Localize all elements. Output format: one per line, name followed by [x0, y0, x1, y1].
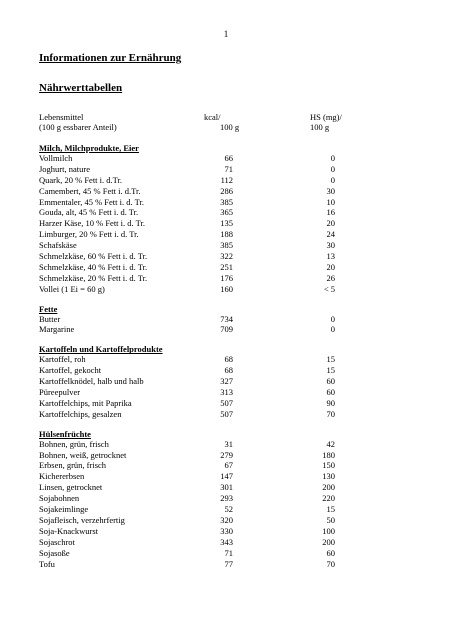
hs-value: 200: [322, 482, 335, 493]
hs-value: 100: [322, 525, 335, 536]
table-row: [39, 471, 401, 482]
column-header-kcal: kcal/: [204, 112, 221, 122]
table-row: [39, 526, 401, 537]
kcal-value: 176: [220, 272, 233, 283]
food-name: Camembert, 45 % Fett i. d.Tr.: [39, 185, 141, 196]
table-row: [39, 365, 401, 376]
kcal-value: 31: [224, 438, 233, 449]
kcal-value: 507: [220, 408, 233, 419]
table-section: [39, 344, 401, 419]
hs-value: 0: [330, 153, 335, 163]
kcal-value: 77: [224, 558, 233, 569]
kcal-value: 322: [220, 251, 233, 262]
table-row: [39, 482, 401, 493]
table-row: [39, 262, 401, 273]
table-row: [39, 273, 401, 284]
kcal-value: 279: [220, 449, 233, 460]
kcal-value: 160: [220, 283, 233, 294]
food-name: Linsen, getrocknet: [39, 482, 103, 493]
food-name: Vollmilch: [39, 153, 73, 163]
hs-value: 16: [326, 207, 335, 218]
food-name: Schmelzkäse, 40 % Fett i. d. Tr.: [39, 261, 148, 272]
kcal-value: 327: [220, 376, 233, 387]
hs-value: 60: [326, 547, 335, 558]
hs-value: 70: [326, 558, 335, 569]
page-number: 1: [223, 29, 229, 39]
table-section: [39, 143, 401, 295]
kcal-value: 67: [224, 460, 233, 471]
kcal-value: 66: [224, 153, 233, 163]
table-row: [39, 409, 401, 420]
kcal-value: 71: [224, 547, 233, 558]
food-name: Schmelzkäse, 60 % Fett i. d. Tr.: [39, 251, 148, 262]
hs-value: 42: [326, 438, 335, 449]
column-header-hs: HS (mg)/: [310, 112, 342, 122]
food-name: Bohnen, weiß, getrocknet: [39, 449, 127, 460]
table-row: [39, 186, 401, 197]
food-name: Joghurt, nature: [39, 163, 90, 174]
food-name: Kichererbsen: [39, 471, 85, 482]
column-header-food-unit: (100 g essbarer Anteil): [39, 122, 117, 132]
column-header-row: [39, 112, 401, 122]
hs-value: 60: [326, 376, 335, 387]
table-row: [39, 218, 401, 229]
column-header-hs-unit: 100 g: [310, 122, 330, 132]
food-name: Kartoffelchips, mit Paprika: [39, 397, 132, 408]
kcal-value: 251: [220, 261, 233, 272]
hs-value: 180: [322, 449, 335, 460]
kcal-value: 301: [220, 482, 233, 493]
food-name: Emmentaler, 45 % Fett i. d. Tr.: [39, 196, 144, 207]
table-row: [39, 251, 401, 262]
hs-value: 150: [322, 460, 335, 471]
kcal-value: 343: [220, 536, 233, 547]
food-name: Gouda, alt, 45 % Fett i. d. Tr.: [39, 207, 139, 218]
kcal-value: 330: [220, 525, 233, 536]
food-name: Tofu: [39, 558, 55, 569]
hs-value: 24: [326, 229, 335, 240]
nutrition-table: [39, 143, 401, 578]
table-row: [39, 197, 401, 208]
food-name: Sojakeimlinge: [39, 504, 89, 515]
kcal-value: 68: [224, 365, 233, 376]
column-header-row: [39, 122, 401, 132]
hs-value: < 5: [323, 283, 335, 294]
food-name: Vollei (1 Ei = 60 g): [39, 283, 105, 294]
table-row: [39, 504, 401, 515]
table-row: [39, 164, 401, 175]
kcal-value: 112: [220, 174, 233, 185]
table-section: [39, 429, 401, 570]
food-name: Harzer Käse, 10 % Fett i. d. Tr.: [39, 218, 146, 229]
table-section: [39, 304, 401, 336]
hs-value: 200: [322, 536, 335, 547]
kcal-value: 313: [220, 387, 233, 398]
table-row: [39, 387, 401, 398]
table-row: [39, 175, 401, 186]
section-title: Milch, Milchprodukte, Eier: [39, 143, 139, 153]
food-name: Butter: [39, 313, 61, 324]
hs-value: 10: [326, 196, 335, 207]
food-name: Limburger, 20 % Fett i. d. Tr.: [39, 229, 139, 240]
kcal-value: 293: [220, 493, 233, 504]
kcal-value: 71: [224, 163, 233, 174]
table-row: [39, 376, 401, 387]
table-row: [39, 439, 401, 450]
food-name: Erbsen, grün, frisch: [39, 460, 107, 471]
food-name: Sojasoße: [39, 547, 70, 558]
food-name: Schafskäse: [39, 240, 77, 251]
kcal-value: 734: [220, 313, 233, 324]
kcal-value: 135: [220, 218, 233, 229]
hs-value: 0: [330, 313, 335, 324]
kcal-value: 365: [220, 207, 233, 218]
hs-value: 0: [330, 174, 335, 185]
food-name: Margarine: [39, 324, 75, 335]
hs-value: 30: [326, 185, 335, 196]
column-header-food: Lebensmittel: [39, 112, 84, 122]
hs-value: 130: [322, 471, 335, 482]
hs-value: 70: [326, 408, 335, 419]
table-row: [39, 314, 401, 325]
hs-value: 30: [326, 240, 335, 251]
table-row: [39, 398, 401, 409]
hs-value: 20: [326, 261, 335, 272]
hs-value: 0: [330, 324, 335, 335]
food-name: Sojaschrot: [39, 536, 75, 547]
table-row: [39, 548, 401, 559]
kcal-value: 188: [220, 229, 233, 240]
section-title: Hülsenfrüchte: [39, 428, 91, 439]
food-name: Kartoffelchips, gesalzen: [39, 408, 122, 419]
document-title: Informationen zur Ernährung: [39, 52, 182, 64]
table-row: [39, 493, 401, 504]
table-row: [39, 515, 401, 526]
table-row: [39, 207, 401, 218]
hs-value: 15: [326, 365, 335, 376]
food-name: Sojabohnen: [39, 493, 80, 504]
kcal-value: 507: [220, 397, 233, 408]
hs-value: 13: [326, 251, 335, 262]
hs-value: 0: [330, 163, 335, 174]
hs-value: 90: [326, 397, 335, 408]
section-title: Kartoffeln und Kartoffelprodukte: [39, 344, 163, 355]
kcal-value: 385: [220, 196, 233, 207]
food-name: Soja-Knackwurst: [39, 525, 99, 536]
hs-value: 220: [322, 493, 335, 504]
food-name: Quark, 20 % Fett i. d.Tr.: [39, 174, 123, 185]
column-header: [39, 112, 401, 132]
hs-value: 20: [326, 218, 335, 229]
hs-value: 26: [326, 272, 335, 283]
food-name: Kartoffel, gekocht: [39, 365, 102, 376]
table-row: [39, 460, 401, 471]
table-row: [39, 354, 401, 365]
table-row: [39, 240, 401, 251]
food-name: Kartoffel, roh: [39, 354, 86, 365]
kcal-value: 286: [220, 185, 233, 196]
table-row: [39, 450, 401, 461]
table-row: [39, 284, 401, 295]
document-subtitle: Nährwerttabellen: [39, 82, 123, 94]
food-name: Püreepulver: [39, 387, 81, 398]
table-row: [39, 324, 401, 335]
food-name: Sojafleisch, verzehrfertig: [39, 514, 125, 525]
food-name: Schmelzkäse, 20 % Fett i. d. Tr.: [39, 272, 148, 283]
kcal-value: 52: [224, 504, 233, 515]
section-title: Fette: [39, 303, 58, 314]
hs-value: 15: [326, 504, 335, 515]
kcal-value: 709: [220, 324, 233, 335]
hs-value: 60: [326, 387, 335, 398]
hs-value: 15: [326, 354, 335, 365]
food-name: Bohnen, grün, frisch: [39, 438, 109, 449]
kcal-value: 147: [220, 471, 233, 482]
table-row: [39, 537, 401, 548]
table-row: [39, 559, 401, 570]
table-row: [39, 153, 401, 164]
hs-value: 50: [326, 514, 335, 525]
food-name: Kartoffelknödel, halb und halb: [39, 376, 144, 387]
kcal-value: 320: [220, 514, 233, 525]
table-row: [39, 229, 401, 240]
kcal-value: 68: [224, 354, 233, 365]
column-header-kcal-unit: 100 g: [220, 122, 240, 132]
kcal-value: 385: [220, 240, 233, 251]
